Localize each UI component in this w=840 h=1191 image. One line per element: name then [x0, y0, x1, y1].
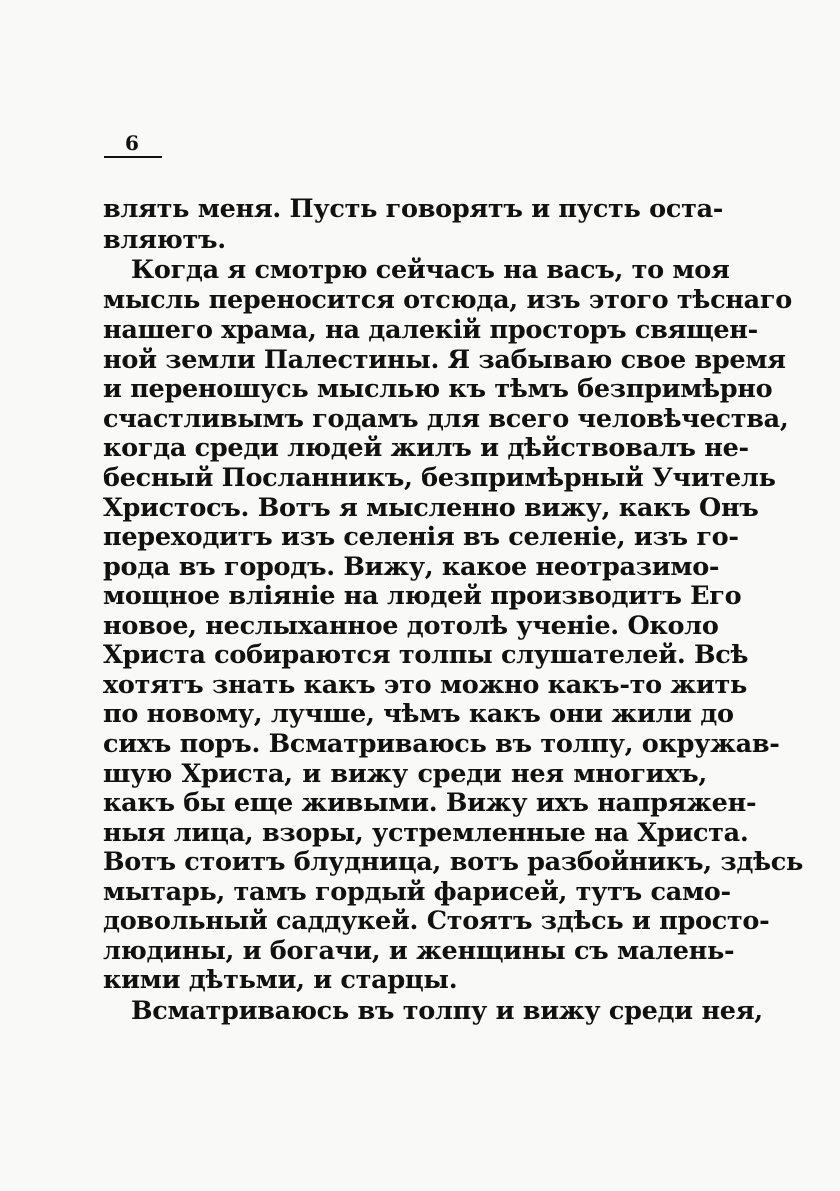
text-line: мысль переносится отсюда, изъ этого тѣснаго [103, 285, 792, 315]
text-line: довольный саддукей. Стоятъ здѣсь и просто- [103, 906, 770, 936]
text-line: рода въ городъ. Вижу, какое неотразимо- [103, 552, 720, 582]
text-line: мощное вліяніе на людей производитъ Его [103, 581, 742, 611]
text-line: влять меня. Пусть говорятъ и пусть оста- [103, 194, 724, 224]
text-line: новое, неслыханное дотолѣ ученіе. Около [103, 611, 719, 641]
text-line: бесный Посланникъ, безпримѣрный Учитель [103, 463, 776, 493]
text-line: Всматриваюсь въ толпу и вижу среди нея, [131, 996, 763, 1026]
text-line: ныя лица, взоры, устремленные на Христа. [103, 818, 749, 848]
text-line: счастливымъ годамъ для всего человѣчества, [103, 404, 789, 434]
text-line: когда среди людей жилъ и дѣйствовалъ не- [103, 433, 749, 463]
page-number-rule [104, 156, 162, 158]
text-line: хотятъ знать какъ это можно какъ-то жить [103, 670, 747, 700]
text-line: Вотъ стоитъ блудница, вотъ разбойникъ, здѣсь [103, 847, 803, 877]
text-line: шую Христа, и вижу среди нея многихъ, [103, 759, 707, 789]
text-line: Христосъ. Вотъ я мысленно вижу, какъ Онъ [103, 493, 759, 523]
text-line: людины, и богачи, и женщины съ малень- [103, 936, 735, 966]
text-line: мытарь, тамъ гордый фарисей, тутъ само- [103, 877, 731, 907]
text-line: вляютъ. [103, 225, 226, 255]
text-line: Когда я смотрю сейчасъ на васъ, то моя [131, 255, 730, 285]
text-line: кими дѣтьми, и старцы. [103, 965, 458, 995]
text-line: какъ бы еще живыми. Вижу ихъ напряжен- [103, 788, 757, 818]
text-line: по новому, лучше, чѣмъ какъ они жили до [103, 699, 734, 729]
text-line: и переношусь мыслью къ тѣмъ безпримѣрно [103, 374, 773, 404]
text-line: сихъ поръ. Всматриваюсь въ толпу, окружав- [103, 729, 780, 759]
text-line: Христа собираются толпы слушателей. Всѣ [103, 640, 749, 670]
page-number: 6 [125, 131, 139, 155]
text-line: переходитъ изъ селенія въ селеніе, изъ го- [103, 522, 739, 552]
text-line: ной земли Палестины. Я забываю свое время [103, 345, 786, 375]
text-line: нашего храма, на далекій просторъ священ- [103, 315, 758, 345]
